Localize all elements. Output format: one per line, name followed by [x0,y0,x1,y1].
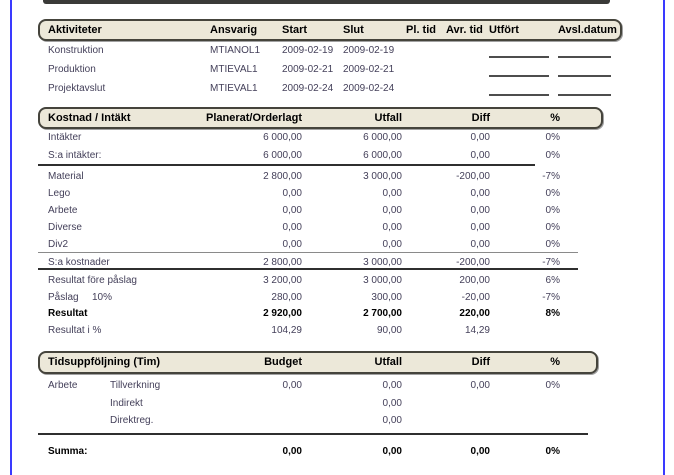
cost-percent: 8% [545,308,560,319]
cost-label: Påslag [48,292,79,303]
cost-label: Diverse [48,222,82,233]
activity-start: 2009-02-19 [282,45,334,56]
cost-row [0,238,674,251]
cost-label: Lego [48,188,71,199]
activities-title: Aktiviteter [48,24,102,36]
cost-label: Resultat i % [48,325,102,336]
time-row [0,414,674,427]
cost-percent: 0% [545,239,560,250]
cost-planned: 2 800,00 [263,171,302,182]
fill-line-avsl-datum [558,75,611,77]
cost-outcome: 6 000,00 [363,150,402,161]
cost-row-result [0,307,674,320]
cost-row [0,221,674,234]
activity-ansvarig: MTIANOL1 [210,45,261,56]
cost-planned: 280,00 [271,292,302,303]
cost-label: Div2 [48,239,69,250]
cost-outcome: 0,00 [382,188,402,199]
cost-row [0,204,674,217]
col-diff: Diff [471,356,490,368]
cost-diff: 0,00 [470,150,490,161]
cost-label: S:a intäkter: [48,150,102,161]
cost-label: Resultat [48,308,88,319]
time-outcome: 0,00 [382,415,402,426]
cost-row [0,274,674,287]
cost-diff: 0,00 [470,239,490,250]
cost-outcome: 0,00 [382,239,402,250]
time-outcome: 0,00 [382,398,402,409]
cost-diff: 0,00 [470,205,490,216]
fill-line-avsl-datum [558,56,611,58]
fill-line-avsl-datum [558,94,611,96]
cost-percent: 0% [545,132,560,143]
activity-start: 2009-02-24 [282,83,334,94]
cost-outcome: 3 000,00 [363,275,402,286]
cost-percent: 0% [545,188,560,199]
activity-ansvarig: MTIEVAL1 [210,83,258,94]
col-diff: Diff [471,112,490,124]
separator-summa [38,433,588,435]
activity-slut: 2009-02-19 [343,45,395,56]
time-label: Tillverkning [110,380,161,391]
activity-slut: 2009-02-21 [343,64,395,75]
cost-diff: 0,00 [470,188,490,199]
cost-label: Resultat före påslag [48,275,137,286]
cost-planned: 3 200,00 [263,275,302,286]
cost-row [0,291,674,304]
cost-outcome: 90,00 [376,325,402,336]
cost-planned: 0,00 [282,239,302,250]
cost-row [0,187,674,200]
cost-diff: 0,00 [470,132,490,143]
cost-row [0,324,674,337]
cost-diff: -200,00 [456,257,490,268]
cost-diff: -200,00 [456,171,490,182]
col-utfall: Utfall [374,112,402,124]
activity-name: Projektavslut [48,83,106,94]
summa-budget: 0,00 [282,446,302,457]
time-outcome: 0,00 [382,380,402,391]
separator-above-sum-costs [38,252,578,253]
time-title: Tidsuppföljning (Tim) [48,356,161,368]
cost-percent: 0% [545,222,560,233]
cost-outcome: 0,00 [382,222,402,233]
cost-outcome: 0,00 [382,205,402,216]
col-planerat: Planerat/Orderlagt [206,112,302,124]
col-percent: % [550,356,560,368]
cost-outcome: 3 000,00 [363,171,402,182]
cost-label: S:a kostnader [48,257,110,268]
time-label: Direktreg. [110,415,154,426]
activity-name: Konstruktion [48,45,104,56]
cost-label: Arbete [48,205,78,216]
cost-percent: -7% [542,292,560,303]
cost-planned: 6 000,00 [263,150,302,161]
fill-line-utfort [489,75,549,77]
col-percent: % [550,112,560,124]
time-row [0,397,674,410]
cost-label: Intäkter [48,132,82,143]
cost-percent: 0% [545,150,560,161]
cost-diff: 200,00 [459,275,490,286]
activity-name: Produktion [48,64,96,75]
time-diff: 0,00 [470,380,490,391]
col-utfort: Utfört [489,24,519,36]
summa-diff: 0,00 [470,446,490,457]
cost-planned: 0,00 [282,188,302,199]
time-group: Arbete [48,380,78,391]
cost-percent: 6% [545,275,560,286]
cost-outcome: 300,00 [371,292,402,303]
cost-planned: 2 920,00 [263,308,302,319]
activities-header-box [38,19,622,41]
col-start: Start [282,24,308,36]
cost-row [0,149,674,162]
separator-sum-income [38,164,535,166]
time-percent: 0% [545,380,560,391]
cost-diff: 0,00 [470,222,490,233]
cost-label: Material [48,171,84,182]
activity-ansvarig: MTIEVAL1 [210,64,258,75]
cost-diff: 14,29 [464,325,490,336]
cost-sublabel: 10% [92,292,113,303]
cost-title: Kostnad / Intäkt [48,112,131,124]
cost-planned: 104,29 [271,325,302,336]
fill-line-utfort [489,94,549,96]
activity-start: 2009-02-21 [282,64,334,75]
cutoff-section-bar [43,0,610,4]
summa-label: Summa: [48,446,88,457]
summa-percent: 0% [545,446,560,457]
cost-diff: -20,00 [461,292,490,303]
cost-planned: 2 800,00 [263,257,302,268]
col-avr-tid: Avr. tid [446,24,483,36]
cost-percent: -7% [542,171,560,182]
time-budget: 0,00 [282,380,302,391]
cost-outcome: 3 000,00 [363,257,402,268]
fill-line-utfort [489,56,549,58]
cost-row [0,170,674,183]
cost-percent: -7% [542,257,560,268]
cost-percent: 0% [545,205,560,216]
cost-planned: 0,00 [282,205,302,216]
time-row [0,379,674,392]
col-pl-tid: Pl. tid [406,24,436,36]
col-utfall: Utfall [374,356,402,368]
cost-outcome: 6 000,00 [363,132,402,143]
time-summary-row [0,445,674,458]
cost-planned: 6 000,00 [263,132,302,143]
separator-sum-costs [38,268,578,270]
time-label: Indirekt [110,398,143,409]
cost-row [0,131,674,144]
col-avsl-datum: Avsl.datum [558,24,617,36]
summa-outcome: 0,00 [382,446,402,457]
cost-planned: 0,00 [282,222,302,233]
activity-slut: 2009-02-24 [343,83,395,94]
col-slut: Slut [343,24,364,36]
cost-diff: 220,00 [459,308,490,319]
cost-outcome: 2 700,00 [363,308,402,319]
col-ansvarig: Ansvarig [210,24,258,36]
col-budget: Budget [264,356,302,368]
